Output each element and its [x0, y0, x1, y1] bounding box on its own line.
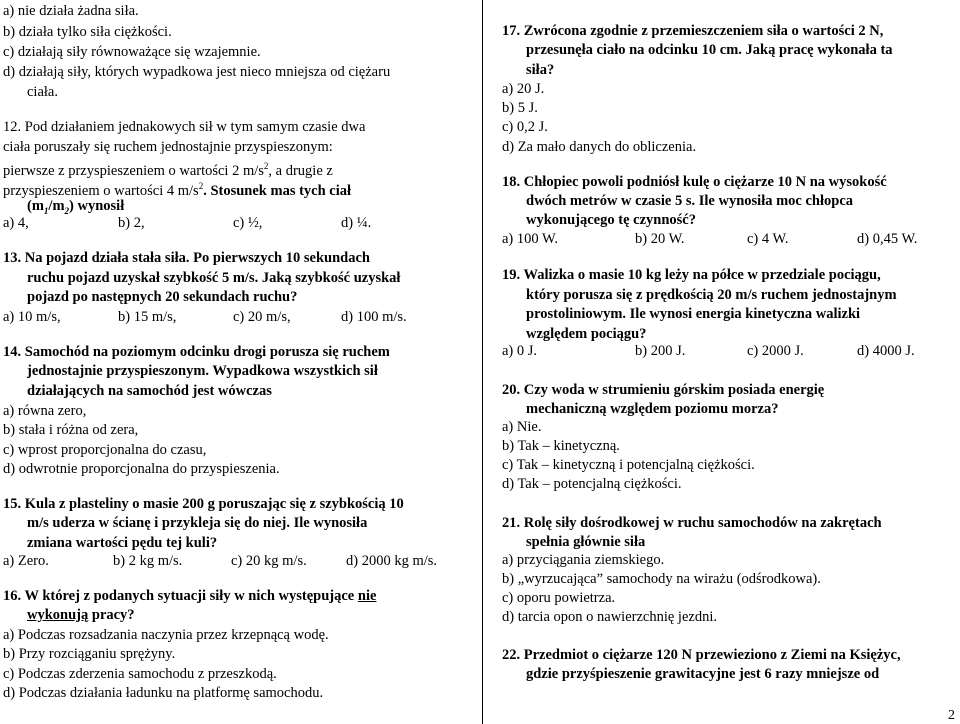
q15-line-2: m/s uderza w ścianę i przykleja się do niej. Ile wynosiła: [27, 515, 368, 531]
q18-option-d: d) 0,45 W.: [857, 231, 918, 247]
q14-line-1: 14. Samochód na poziomym odcinku drogi porusza się ruchem: [3, 344, 390, 360]
q15-option-b: b) 2 kg m/s.: [113, 553, 183, 569]
q14-option-d: d) odwrotnie proporcjonalna do przyspieszenia.: [3, 461, 280, 477]
q22-line-2: gdzie przyśpieszenie grawitacyjne jest 6 razy mniejsze od: [526, 666, 880, 682]
q18-option-c: c) 4 W.: [747, 231, 789, 247]
q21-line-1: 21. Rolę siły dośrodkowej w ruchu samochodów na zakrętach: [502, 515, 882, 531]
prev-option-c: c) działają siły równoważące się wzajemnie.: [3, 44, 261, 60]
q12-option-a: a) 4,: [3, 215, 29, 231]
q13-option-c: c) 20 m/s,: [233, 309, 291, 325]
q19-line-2: który porusza się z prędkością 20 m/s ruchem jednostajnym: [526, 287, 897, 303]
q15-option-d: d) 2000 kg m/s.: [346, 553, 438, 569]
q13-option-a: a) 10 m/s,: [3, 309, 61, 325]
q17-option-b: b) 5 J.: [502, 100, 538, 116]
q16-option-d: d) Podczas działania ładunku na platformę samochodu.: [3, 685, 324, 701]
q13-option-d: d) 100 m/s.: [341, 309, 407, 325]
q12-line-4-text: przyspieszeniem o wartości 4 m/s: [3, 182, 199, 199]
q16-option-b: b) Przy rozciąganiu sprężyny.: [3, 646, 176, 662]
q19-option-d: d) 4000 J.: [857, 343, 915, 359]
q12-line-3-text: pierwsze z przyspieszeniem o wartości 2 m/s: [3, 162, 264, 179]
q16-line-1-text: 16. W której z podanych sytuacji siły w nich występujące: [3, 588, 358, 604]
q13-line-1: 13. Na pojazd działa stała siła. Po pierwszych 10 sekundach: [3, 250, 370, 266]
q14-option-c: c) wprost proporcjonalna do czasu,: [3, 442, 207, 458]
q21-option-a: a) przyciągania ziemskiego.: [502, 552, 665, 568]
q15-line-3: zmiana wartości pędu tej kuli?: [27, 535, 218, 551]
column-divider: [482, 0, 483, 724]
q19-option-a: a) 0 J.: [502, 343, 538, 359]
q12-ratio-close: ) wynosił: [69, 198, 125, 214]
q12-option-d: d) ¼.: [341, 215, 372, 231]
q14-line-2: jednostajnie przyspieszonym. Wypadkowa wszystkich sił: [27, 363, 378, 379]
q14-option-b: b) stała i różna od zera,: [3, 422, 139, 438]
q18-line-2: dwóch metrów w czasie 5 s. Ile wynosiła moc chłopca: [526, 193, 854, 209]
q12-line-1: 12. Pod działaniem jednakowych sił w tym samym czasie dwa: [3, 119, 366, 135]
q21-option-c: c) oporu powietrza.: [502, 590, 616, 606]
q17-option-d: d) Za mało danych do obliczenia.: [502, 139, 697, 155]
q14-line-3: działających na samochód jest wówczas: [27, 383, 272, 399]
prev-option-a: a) nie działa żadna siła.: [3, 3, 139, 19]
q20-line-1: 20. Czy woda w strumieniu górskim posiada energię: [502, 382, 825, 398]
q12-ratio-mid: /m: [48, 198, 65, 214]
q16-option-a: a) Podczas rozsadzania naczynia przez krzepnącą wodę.: [3, 627, 329, 643]
q22-line-1: 22. Przedmiot o ciężarze 120 N przewieziono z Ziemi na Księżyc,: [502, 647, 901, 663]
q18-option-b: b) 20 W.: [635, 231, 685, 247]
q17-line-1: 17. Zwrócona zgodnie z przemieszczeniem siła o wartości 2 N,: [502, 23, 884, 39]
prev-option-d: d) działają siły, których wypadkowa jest nieco mniejsza od ciężaru: [3, 64, 391, 80]
q21-line-2: spełnia głównie siła: [526, 534, 646, 550]
q12-option-c: c) ½,: [233, 215, 263, 231]
q12-line-3-sup: 2: [263, 161, 269, 171]
q16-underlined-nie: nie: [357, 588, 377, 604]
q21-option-d: d) tarcia opon o nawierzchnię jezdni.: [502, 609, 717, 625]
q17-option-c: c) 0,2 J.: [502, 119, 548, 135]
q12-line-4-end: . Stosunek mas tych ciał: [203, 182, 352, 199]
q19-line-3: prostoliniowym. Ile wynosi energia kinetyczna walizki: [526, 306, 861, 322]
q19-line-4: względem pociągu?: [526, 326, 647, 342]
q20-line-2: mechaniczną względem poziomu morza?: [526, 401, 779, 417]
q12-ratio-sub-1: 1: [43, 205, 49, 216]
q12-line-5: [27, 197, 124, 220]
q15-line-1: 15. Kula z plasteliny o masie 200 g poruszając się z szybkością 10: [3, 496, 404, 512]
q13-line-3: pojazd po następnych 20 sekundach ruchu?: [27, 289, 298, 305]
q13-line-2: ruchu pojazd uzyskał szybkość 5 m/s. Jaką szybkość uzyskał: [27, 270, 401, 286]
q12-line-3-end: , a drugie z: [268, 162, 333, 179]
q18-option-a: a) 100 W.: [502, 231, 558, 247]
q16-line-2: [27, 606, 135, 624]
q13-option-b: b) 15 m/s,: [118, 309, 177, 325]
q12-ratio-sub-2: 2: [64, 205, 70, 216]
q16-line-2-end: pracy?: [88, 607, 135, 623]
q19-option-b: b) 200 J.: [635, 343, 686, 359]
q20-option-d: d) Tak – potencjalną ciężkości.: [502, 476, 682, 492]
q20-option-c: c) Tak – kinetyczną i potencjalną ciężkości.: [502, 457, 755, 473]
q16-underlined-wykonuja: wykonują: [27, 607, 89, 623]
q12-line-4-sup: 2: [198, 181, 204, 191]
q20-option-a: a) Nie.: [502, 419, 542, 435]
q12-line-2: ciała poruszały się ruchem jednostajnie przyspieszonym:: [3, 139, 333, 155]
q17-line-3: siła?: [526, 62, 555, 78]
prev-option-b: b) działa tylko siła ciężkości.: [3, 24, 172, 40]
q15-option-c: c) 20 kg m/s.: [231, 553, 307, 569]
q17-option-a: a) 20 J.: [502, 81, 545, 97]
q15-option-a: a) Zero.: [3, 553, 49, 569]
prev-option-d-cont: ciała.: [27, 84, 58, 100]
q16-option-c: c) Podczas zderzenia samochodu z przeszkodą.: [3, 666, 277, 682]
q20-option-b: b) Tak – kinetyczną.: [502, 438, 620, 454]
page-number: 2: [948, 708, 955, 723]
q21-option-b: b) „wyrzucająca” samochody na wirażu (odśrodkowa).: [502, 571, 821, 587]
q17-line-2: przesunęła ciało na odcinku 10 cm. Jaką pracę wykonała ta: [526, 42, 893, 58]
q19-option-c: c) 2000 J.: [747, 343, 804, 359]
q16-line-1: [3, 587, 376, 605]
q18-line-1: 18. Chłopiec powoli podniósł kulę o ciężarze 10 N na wysokość: [502, 174, 887, 190]
q12-ratio-open: (m: [27, 198, 44, 214]
q18-line-3: wykonującego tę czynność?: [526, 212, 696, 228]
q12-option-b: b) 2,: [118, 215, 145, 231]
q14-option-a: a) równa zero,: [3, 403, 87, 419]
q19-line-1: 19. Walizka o masie 10 kg leży na półce w przedziale pociągu,: [502, 267, 881, 283]
